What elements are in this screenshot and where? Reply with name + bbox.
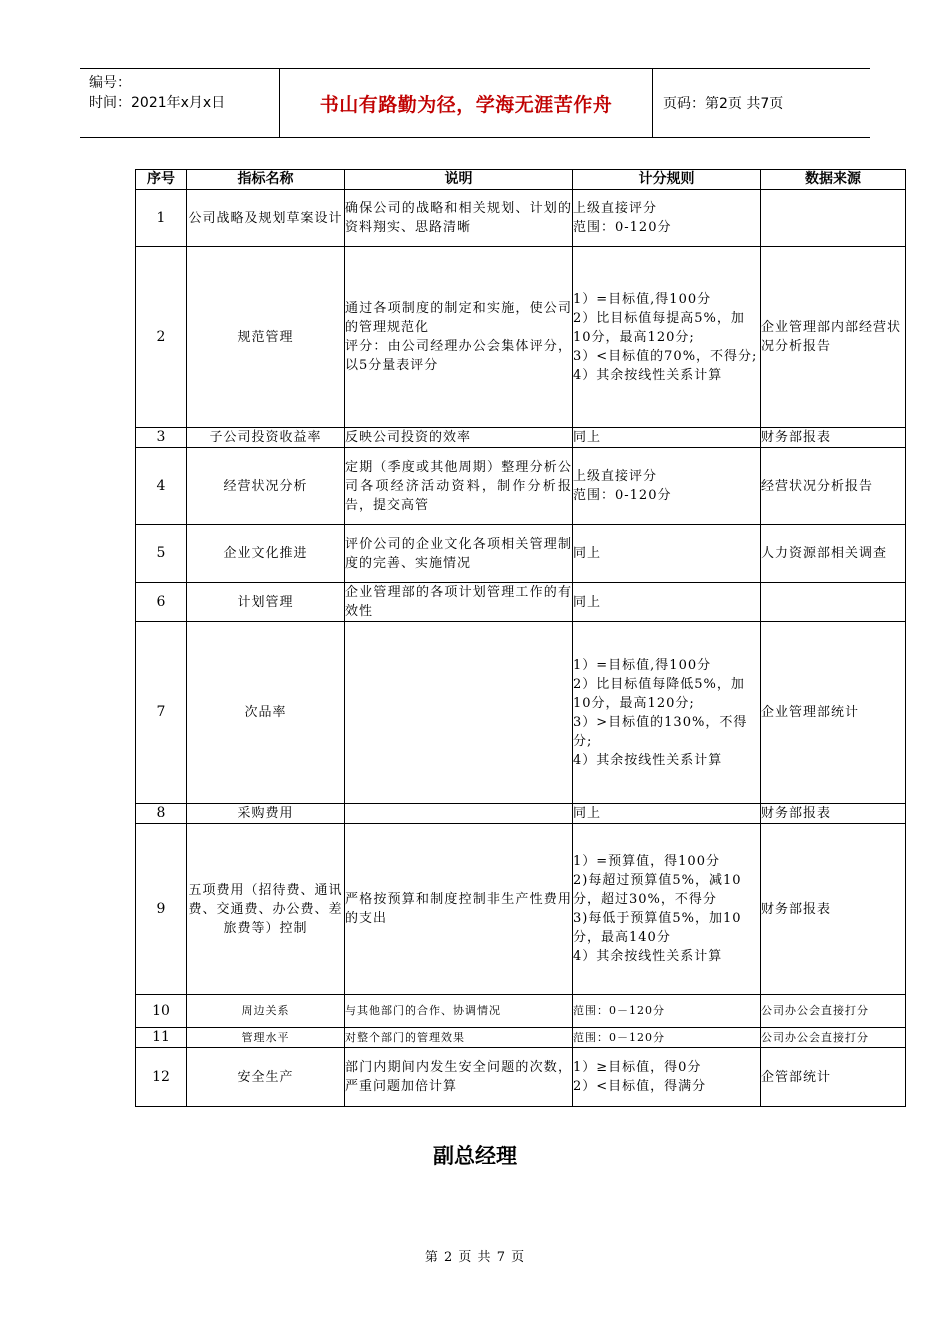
table-body xyxy=(136,190,906,1107)
cell-description xyxy=(345,583,573,622)
rule-line: 同上 xyxy=(573,546,602,561)
cell-indicator-name: 周边关系 xyxy=(187,995,345,1028)
cell-scoring-rule xyxy=(573,583,761,622)
cell-description xyxy=(345,1048,573,1107)
column-header-source: 数据来源 xyxy=(761,170,906,190)
cell-indicator-name: 子公司投资收益率 xyxy=(187,428,345,448)
cell-data-source: 企业管理部内部经营状况分析报告 xyxy=(761,247,906,428)
cell-description xyxy=(345,428,573,448)
rule-line: 2）比目标值每降低5%，加10分，最高120分; xyxy=(573,676,745,711)
cell-indicator-name: 公司战略及规划草案设计 xyxy=(187,190,345,247)
cell-no: 2 xyxy=(136,247,187,428)
cell-data-source: 财务部报表 xyxy=(761,824,906,995)
rule-line: 上级直接评分 xyxy=(573,201,658,216)
description-line: 评价公司的企业文化各项相关管理制度的完善、实施情况 xyxy=(345,536,572,571)
cell-scoring-rule xyxy=(573,622,761,804)
cell-scoring-rule xyxy=(573,190,761,247)
description-line: 定期（季度或其他周期）整理分析公司各项经济活动资料，制作分析报告，提交高管 xyxy=(345,459,572,513)
table-row xyxy=(136,247,906,428)
cell-no: 5 xyxy=(136,525,187,583)
rule-line: 同上 xyxy=(573,806,602,821)
cell-data-source xyxy=(761,583,906,622)
cell-data-source: 人力资源部相关调查 xyxy=(761,525,906,583)
description-line: 严格按预算和制度控制非生产性费用的支出 xyxy=(345,892,572,926)
rule-line: 范围：0-120分 xyxy=(573,220,672,235)
rule-line: 范围：0-120分 xyxy=(573,488,672,503)
rule-line: 1）=目标值,得100分 xyxy=(573,657,712,673)
column-header-name: 指标名称 xyxy=(187,170,345,190)
page-header xyxy=(80,68,870,138)
description-line: 对整个部门的管理效果 xyxy=(345,1030,465,1044)
description-line: 与其他部门的合作、协调情况 xyxy=(345,1004,501,1017)
table-row xyxy=(136,995,906,1028)
rule-line: 2）比目标值每提高5%，加10分，最高120分; xyxy=(573,310,745,345)
cell-data-source: 财务部报表 xyxy=(761,804,906,824)
table-row xyxy=(136,1028,906,1048)
cell-data-source xyxy=(761,190,906,247)
header-meta xyxy=(80,69,280,137)
cell-no: 6 xyxy=(136,583,187,622)
cell-scoring-rule xyxy=(573,428,761,448)
column-header-no: 序号 xyxy=(136,170,187,190)
page-footer: 第 2 页 共 7 页 xyxy=(424,1250,526,1265)
cell-no: 10 xyxy=(136,995,187,1028)
cell-no: 9 xyxy=(136,824,187,995)
cell-data-source: 公司办公会直接打分 xyxy=(761,1028,906,1048)
description-line: 企业管理部的各项计划管理工作的有效性 xyxy=(345,585,572,619)
cell-scoring-rule xyxy=(573,995,761,1028)
cell-no: 8 xyxy=(136,804,187,824)
cell-description xyxy=(345,995,573,1028)
cell-indicator-name: 计划管理 xyxy=(187,583,345,622)
cell-indicator-name: 经营状况分析 xyxy=(187,448,345,525)
cell-description xyxy=(345,804,573,824)
cell-description xyxy=(345,525,573,583)
rule-line: 4）其余按线性关系计算 xyxy=(573,752,723,768)
cell-data-source: 企管部统计 xyxy=(761,1048,906,1107)
header-page-label: 页码：第2页 共7页 xyxy=(663,96,784,112)
table-row xyxy=(136,622,906,804)
table-header-row xyxy=(136,170,906,190)
cell-indicator-name: 五项费用（招待费、通讯费、交通费、办公费、差旅费等）控制 xyxy=(187,824,345,995)
table-row xyxy=(136,1048,906,1107)
document-number-label: 编号： xyxy=(89,75,131,91)
table-row xyxy=(136,525,906,583)
rule-line: 上级直接评分 xyxy=(573,469,658,484)
rule-line: 1）=目标值,得100分 xyxy=(573,291,712,307)
cell-description xyxy=(345,824,573,995)
cell-data-source: 企业管理部统计 xyxy=(761,622,906,804)
rule-line: 2）<目标值，得满分 xyxy=(573,1079,707,1094)
rule-line: 同上 xyxy=(573,430,602,445)
cell-scoring-rule xyxy=(573,247,761,428)
cell-description xyxy=(345,190,573,247)
rule-line: 范围：0－120分 xyxy=(573,1004,665,1017)
rule-line: 1）≥目标值，得0分 xyxy=(573,1060,702,1075)
cell-indicator-name: 安全生产 xyxy=(187,1048,345,1107)
cell-no: 4 xyxy=(136,448,187,525)
rule-line: 3）<目标值的70%，不得分; xyxy=(573,348,758,364)
cell-scoring-rule xyxy=(573,1048,761,1107)
description-line: 反映公司投资的效率 xyxy=(345,430,472,445)
cell-data-source: 经营状况分析报告 xyxy=(761,448,906,525)
cell-description xyxy=(345,448,573,525)
cell-indicator-name: 企业文化推进 xyxy=(187,525,345,583)
header-motto: 书山有路勤为径，学海无涯苦作舟 xyxy=(280,69,653,137)
column-header-desc: 说明 xyxy=(345,170,573,190)
table-row xyxy=(136,583,906,622)
table-row xyxy=(136,824,906,995)
rule-line: 4）其余按线性关系计算 xyxy=(573,949,723,964)
cell-scoring-rule xyxy=(573,525,761,583)
description-line: 部门内期间内发生安全问题的次数，严重问题加倍计算 xyxy=(345,1060,572,1094)
cell-scoring-rule xyxy=(573,1028,761,1048)
cell-scoring-rule xyxy=(573,448,761,525)
cell-indicator-name: 管理水平 xyxy=(187,1028,345,1048)
cell-description xyxy=(345,247,573,428)
table-row xyxy=(136,804,906,824)
rule-line: 3）>目标值的130%，不得分; xyxy=(573,714,748,749)
table-row xyxy=(136,448,906,525)
column-header-rule: 计分规则 xyxy=(573,170,761,190)
cell-no: 7 xyxy=(136,622,187,804)
description-line: 评分：由公司经理办公会集体评分，以5分量表评分 xyxy=(345,339,572,373)
cell-no: 1 xyxy=(136,190,187,247)
cell-data-source: 财务部报表 xyxy=(761,428,906,448)
document-date-label: 时间：2021年x月x日 xyxy=(89,95,226,111)
cell-scoring-rule xyxy=(573,824,761,995)
rule-line: 同上 xyxy=(573,594,602,610)
description-line: 通过各项制度的制定和实施，使公司的管理规范化 xyxy=(345,301,572,335)
description-line: 确保公司的战略和相关规划、计划的资料翔实、思路清晰 xyxy=(345,201,572,235)
rule-line: 范围：0－120分 xyxy=(573,1030,665,1044)
indicator-table xyxy=(135,169,906,1107)
cell-data-source: 公司办公会直接打分 xyxy=(761,995,906,1028)
cell-description xyxy=(345,1028,573,1048)
rule-line: 2)每超过预算值5%，减10分，超过30%，不得分 xyxy=(573,873,742,907)
cell-description xyxy=(345,622,573,804)
cell-no: 11 xyxy=(136,1028,187,1048)
cell-no: 12 xyxy=(136,1048,187,1107)
section-title: 副总经理 xyxy=(433,1144,517,1168)
cell-indicator-name: 采购费用 xyxy=(187,804,345,824)
cell-indicator-name: 规范管理 xyxy=(187,247,345,428)
cell-scoring-rule xyxy=(573,804,761,824)
table-row xyxy=(136,190,906,247)
cell-indicator-name: 次品率 xyxy=(187,622,345,804)
cell-no: 3 xyxy=(136,428,187,448)
rule-line: 4）其余按线性关系计算 xyxy=(573,367,723,383)
rule-line: 3)每低于预算值5%，加10分，最高140分 xyxy=(573,911,742,945)
table-row xyxy=(136,428,906,448)
rule-line: 1）=预算值，得100分 xyxy=(573,854,720,869)
